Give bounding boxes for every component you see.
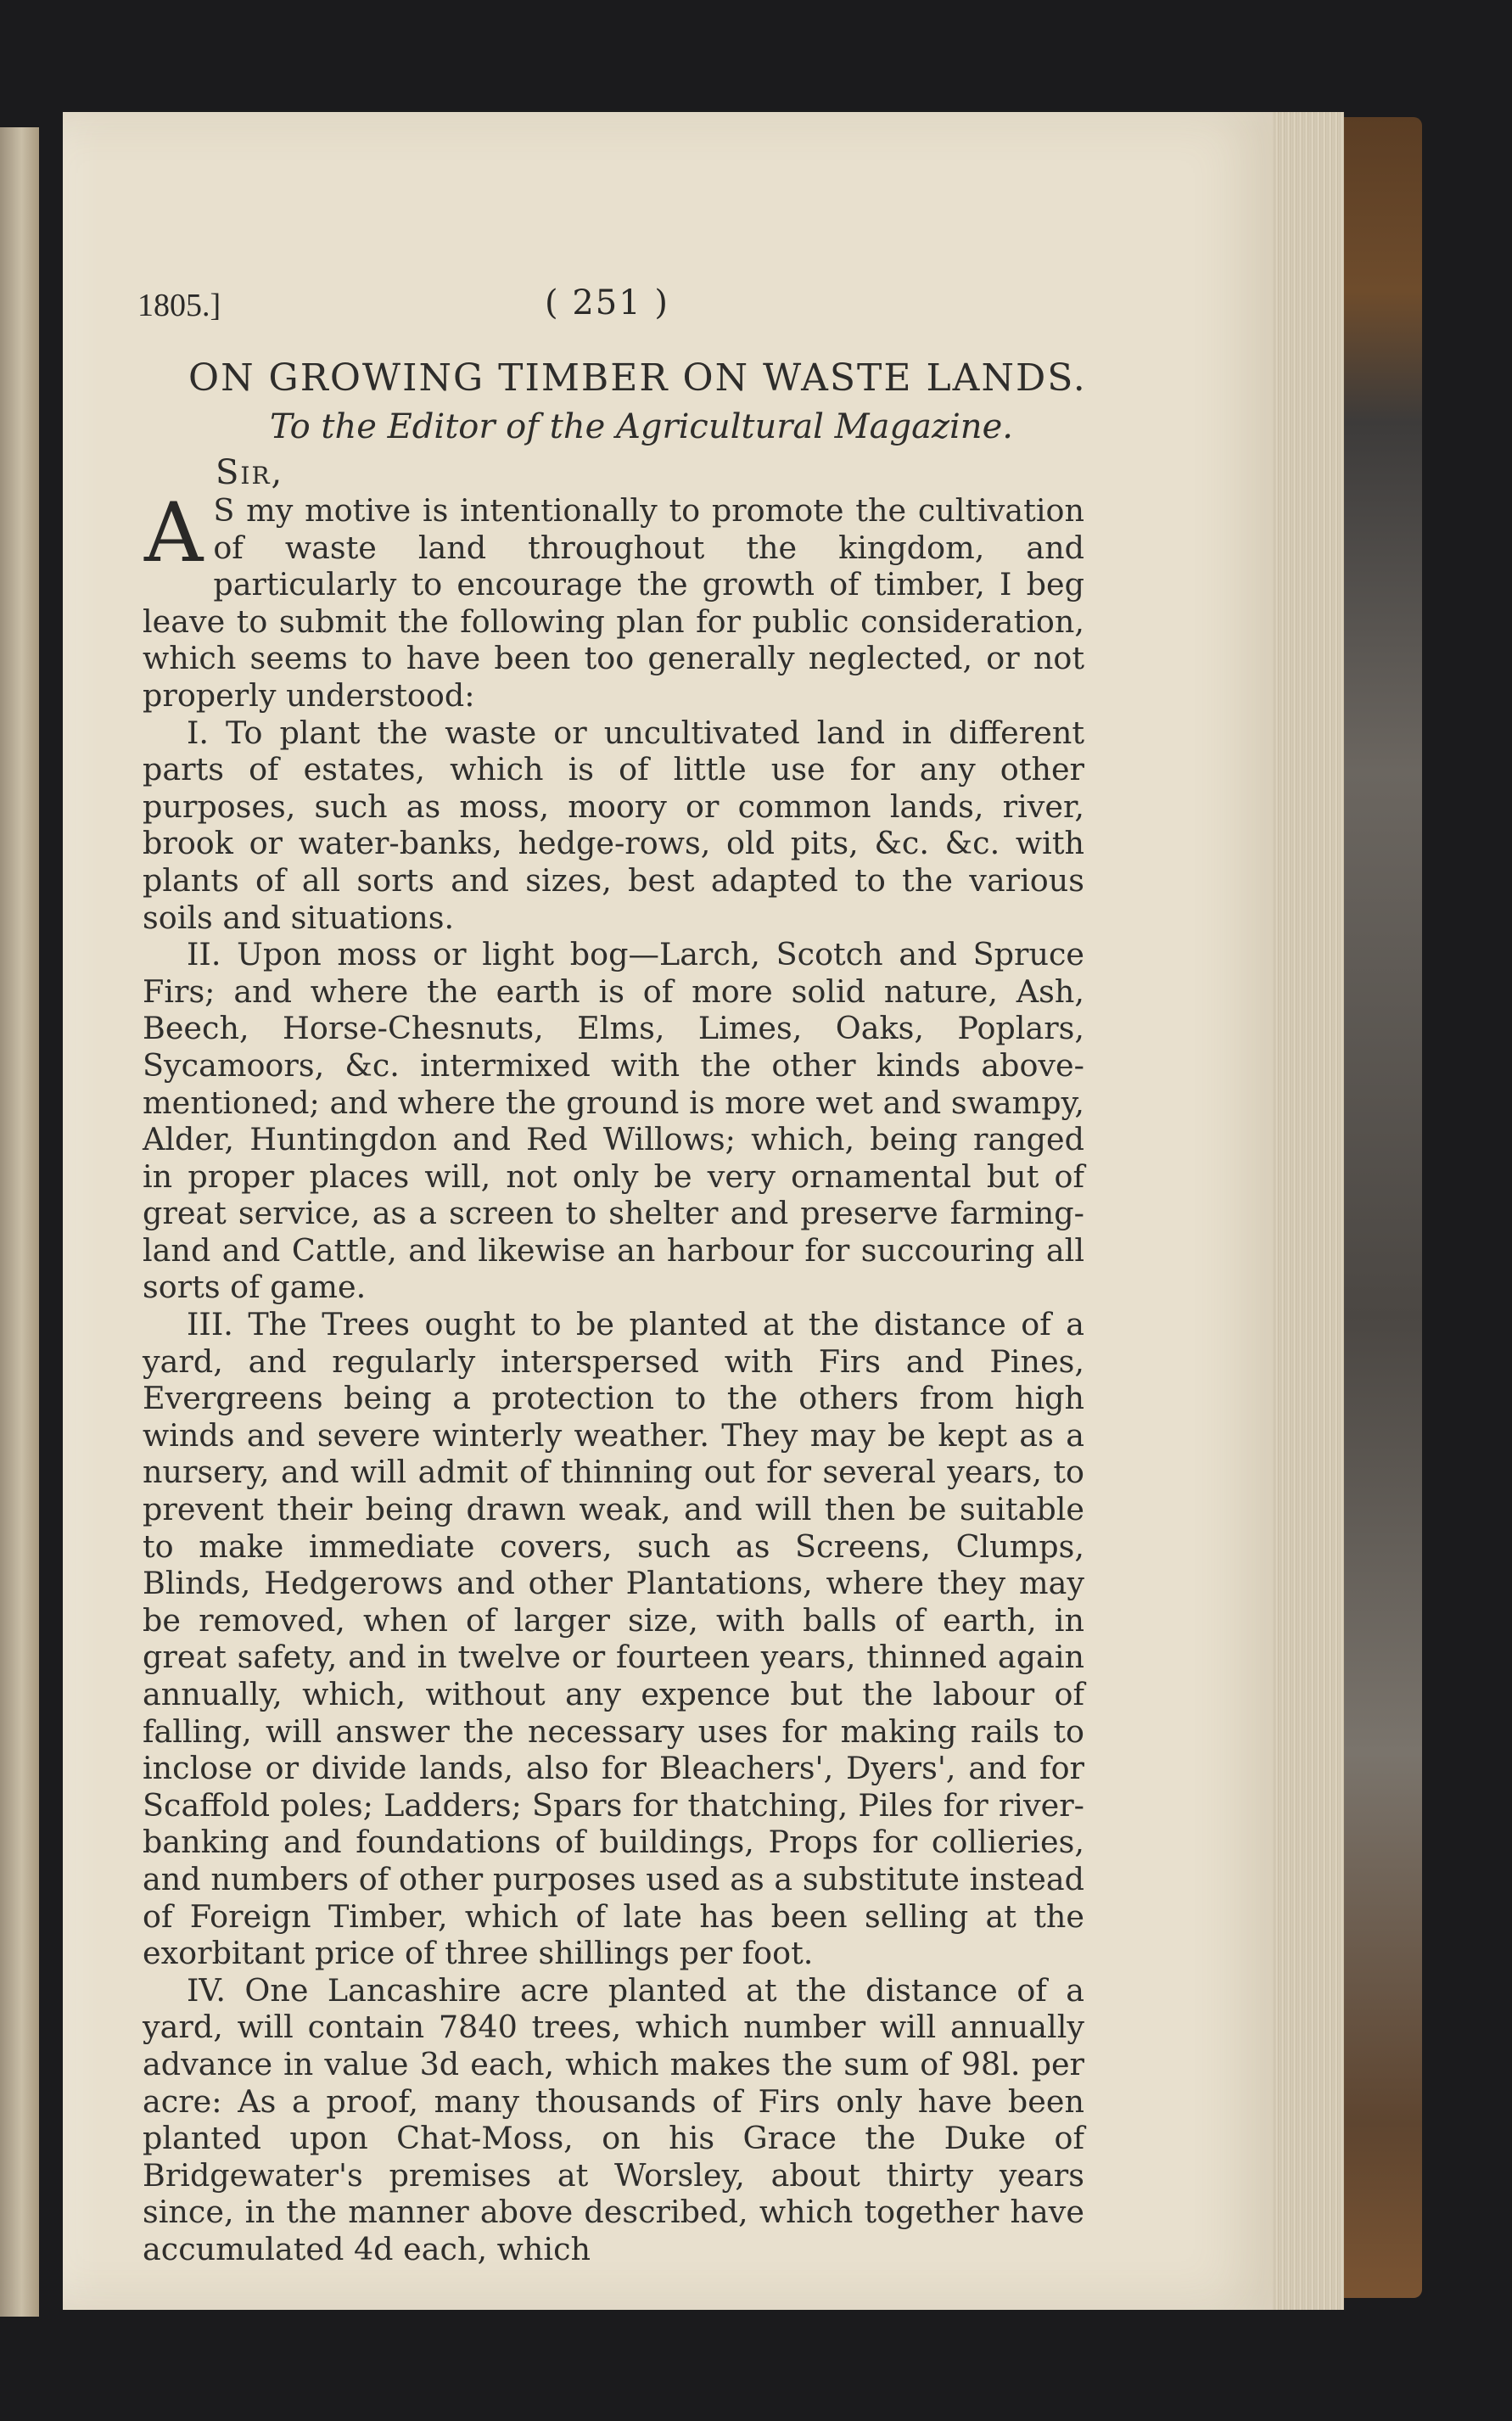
paragraph-text: S my motive is intentionally to promote the cultivation of waste land throughout the kingdom, and particularly to encourage the growth of timber, I beg leave to submit the following plan for public consideration, which seems to have been too generally neglected, or not properly understood: xyxy=(143,492,1084,714)
book-cover xyxy=(1344,117,1422,2298)
paragraph-intro xyxy=(143,485,1084,715)
article-title: ON GROWING TIMBER ON WASTE LANDS. xyxy=(188,356,1087,400)
previous-page-edge xyxy=(0,127,39,2317)
salutation: Sir, xyxy=(216,453,284,492)
paragraph-section-4: IV. One Lancashire acre planted at the distance of a yard, will contain 7840 trees, which number will annually advance in value 3d each, which makes the sum of 98l. per acre: As a proof, many thousands of Firs only have been planted upon Chat-Moss, on his Grace the Duke of Bridgewater's premises at Worsley, about thirty years since, in the manner above described, which together have accumulated 4d each, which xyxy=(143,1971,1084,2267)
header-year: 1805.] xyxy=(137,288,221,323)
paragraph-section-1: I. To plant the waste or uncultivated land in different parts of estates, which is of little use for any other purposes, such as moss, moory or common lands, river, brook or water-banks, hedge-rows, old pits, &c. &c. with plants of all sorts and sizes, best adapted to the various soils and situations. xyxy=(143,714,1084,936)
article-body xyxy=(143,485,1084,2268)
paragraph-section-3: III. The Trees ought to be planted at the distance of a yard, and regularly interspersed with Firs and Pines, Evergreens being a protection to the others from high winds and severe winterly weather. They may be kept as a nursery, and will admit of thinning out for several years, to prevent their being drawn weak, and will then be suitable to make immediate covers, such as Screens, Clumps, Blinds, Hedgerows and other Plantations, where they may be removed, when of larger size, with balls of earth, in great safety, and in twelve or fourteen years, thinned again annually, which, without any expence but the labour of falling, will answer the necessary uses for making rails to inclose or divide lands, also for Bleachers', Dyers', and for Scaffold poles; Ladders; Spars for thatching, Piles for river-banking and foundations of buildings, Props for collieries, and numbers of other purposes used as a substitute instead of Foreign Timber, which of late has been selling at the exorbitant price of three shillings per foot. xyxy=(143,1306,1084,1972)
article-dedication: To the Editor of the Agricultural Magazine. xyxy=(270,407,1013,446)
page-number: ( 251 ) xyxy=(545,283,669,322)
page-edges xyxy=(1273,112,1344,2310)
paragraph-section-2: II. Upon moss or light bog—Larch, Scotch and Spruce Firs; and where the earth is of more solid nature, Ash, Beech, Horse-Chesnuts, Elms, Limes, Oaks, Poplars, Sycamoors, &c. intermixed with the other kinds above-mentioned; and where the ground is more wet and swampy, Alder, Huntingdon and Red Willows; which, being ranged in proper places will, not only be very ornamental but of great service, as a screen to shelter and preserve farming-land and Cattle, and likewise an harbour for succouring all sorts of game. xyxy=(143,936,1084,1306)
running-header xyxy=(137,280,1105,339)
drop-cap: A xyxy=(144,485,204,580)
